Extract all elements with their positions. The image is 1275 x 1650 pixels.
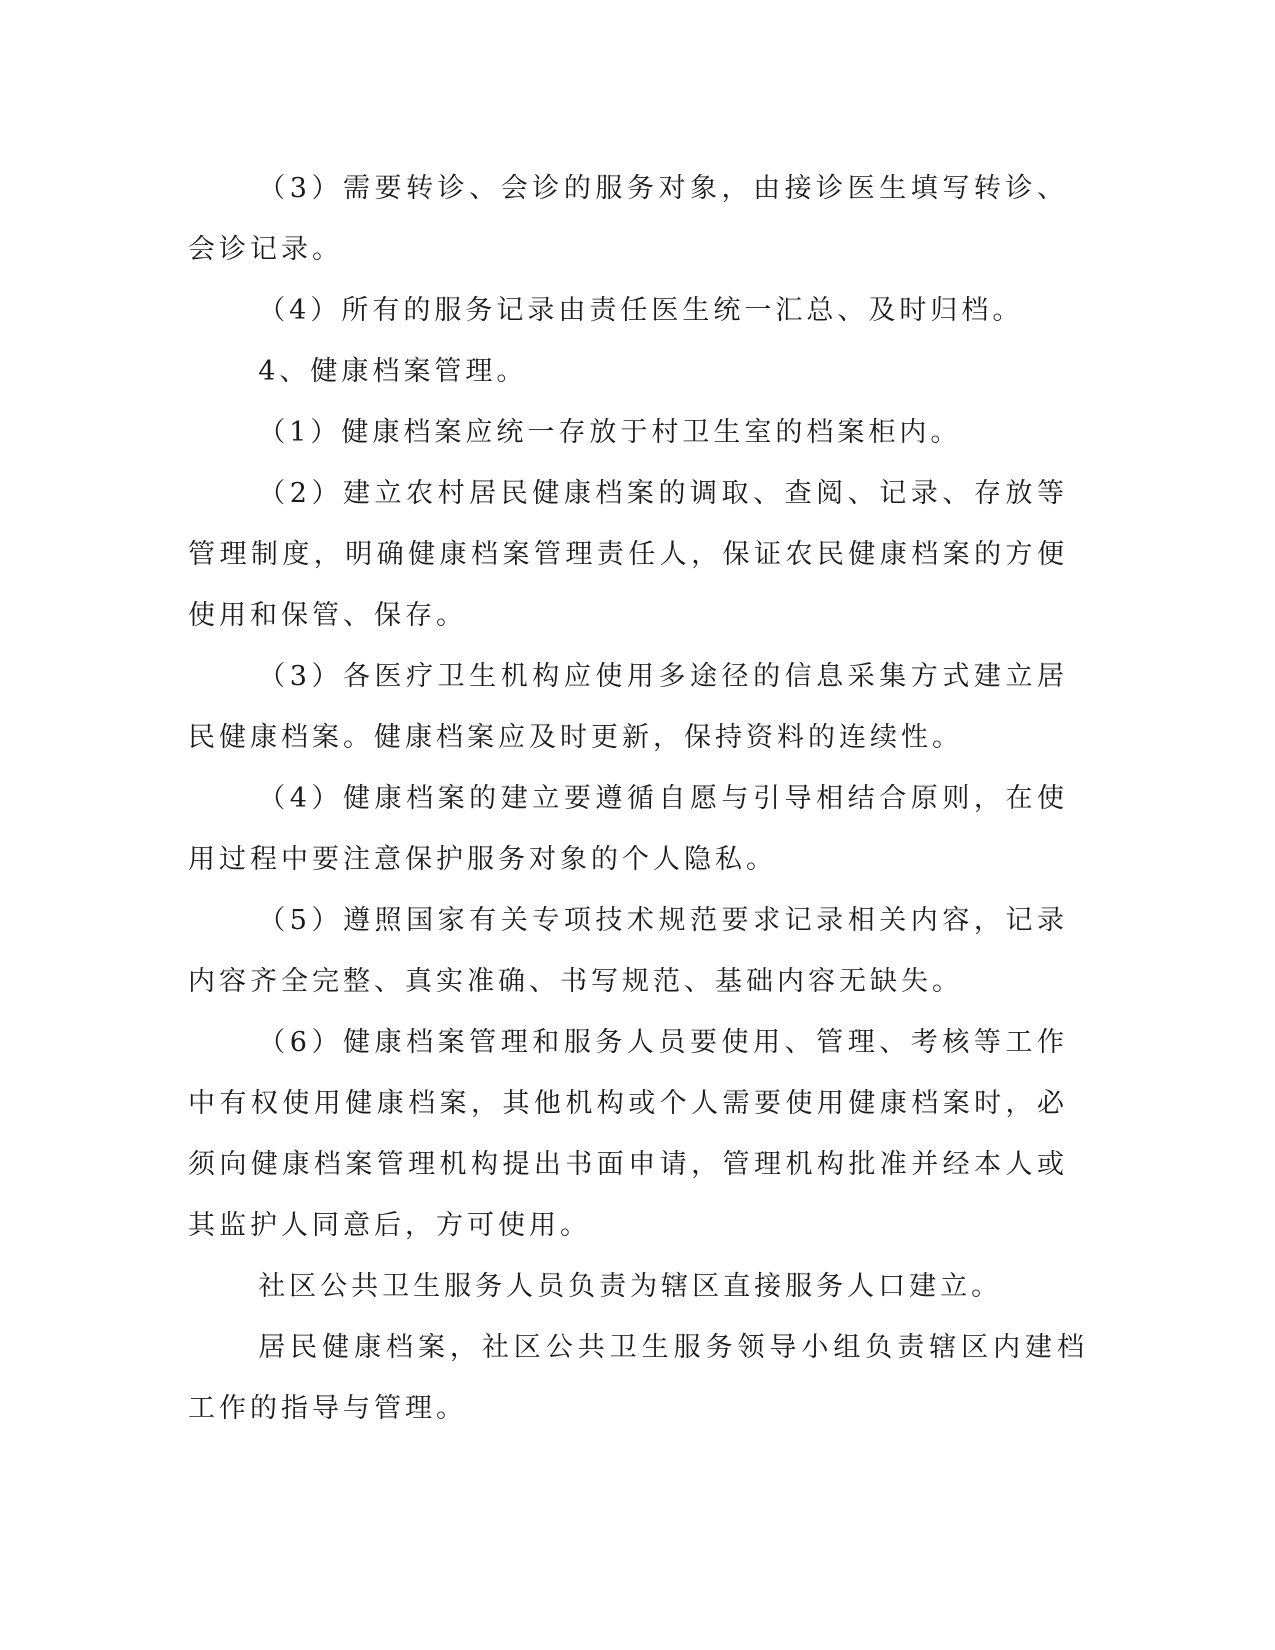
paragraph-access-permission: （6）健康档案管理和服务人员要使用、管理、考核等工作中有权使用健康档案，其他机构或个人需要使用健康档案时，必须向健康档案管理机构提出书面申请，管理机构批准并经本人或其监护人同意后，方可使用。 <box>188 1027 1068 1241</box>
paragraph-archiving: （4）所有的服务记录由责任医生统一汇总、及时归档。 <box>258 295 1024 326</box>
document-body <box>188 158 1088 1439</box>
paragraph-recording-standards: （5）遵照国家有关专项技术规范要求记录相关内容，记录内容齐全完整、真实准确、书写规范、基础内容无缺失。 <box>188 905 1068 997</box>
paragraph-privacy: （4）健康档案的建立要遵循自愿与引导相结合原则，在使用过程中要注意保护服务对象的个人隐私。 <box>188 783 1068 875</box>
paragraph-information-collection: （3）各医疗卫生机构应使用多途径的信息采集方式建立居民健康档案。健康档案应及时更新，保持资料的连续性。 <box>188 661 1068 753</box>
paragraph-referral-records: （3）需要转诊、会诊的服务对象，由接诊医生填写转诊、会诊记录。 <box>188 173 1068 265</box>
paragraph-community-staff: 社区公共卫生服务人员负责为辖区直接服务人口建立。 <box>258 1271 1003 1302</box>
paragraph-management-system: （2）建立农村居民健康档案的调取、查阅、记录、存放等管理制度，明确健康档案管理责任人，保证农民健康档案的方便使用和保管、保存。 <box>188 478 1068 631</box>
section-heading-health-records: 4、健康档案管理。 <box>258 356 528 387</box>
paragraph-storage: （1）健康档案应统一存放于村卫生室的档案柜内。 <box>258 417 962 448</box>
paragraph-leadership-group: 居民健康档案，社区公共卫生服务领导小组负责辖区内建档工作的指导与管理。 <box>188 1332 1088 1424</box>
